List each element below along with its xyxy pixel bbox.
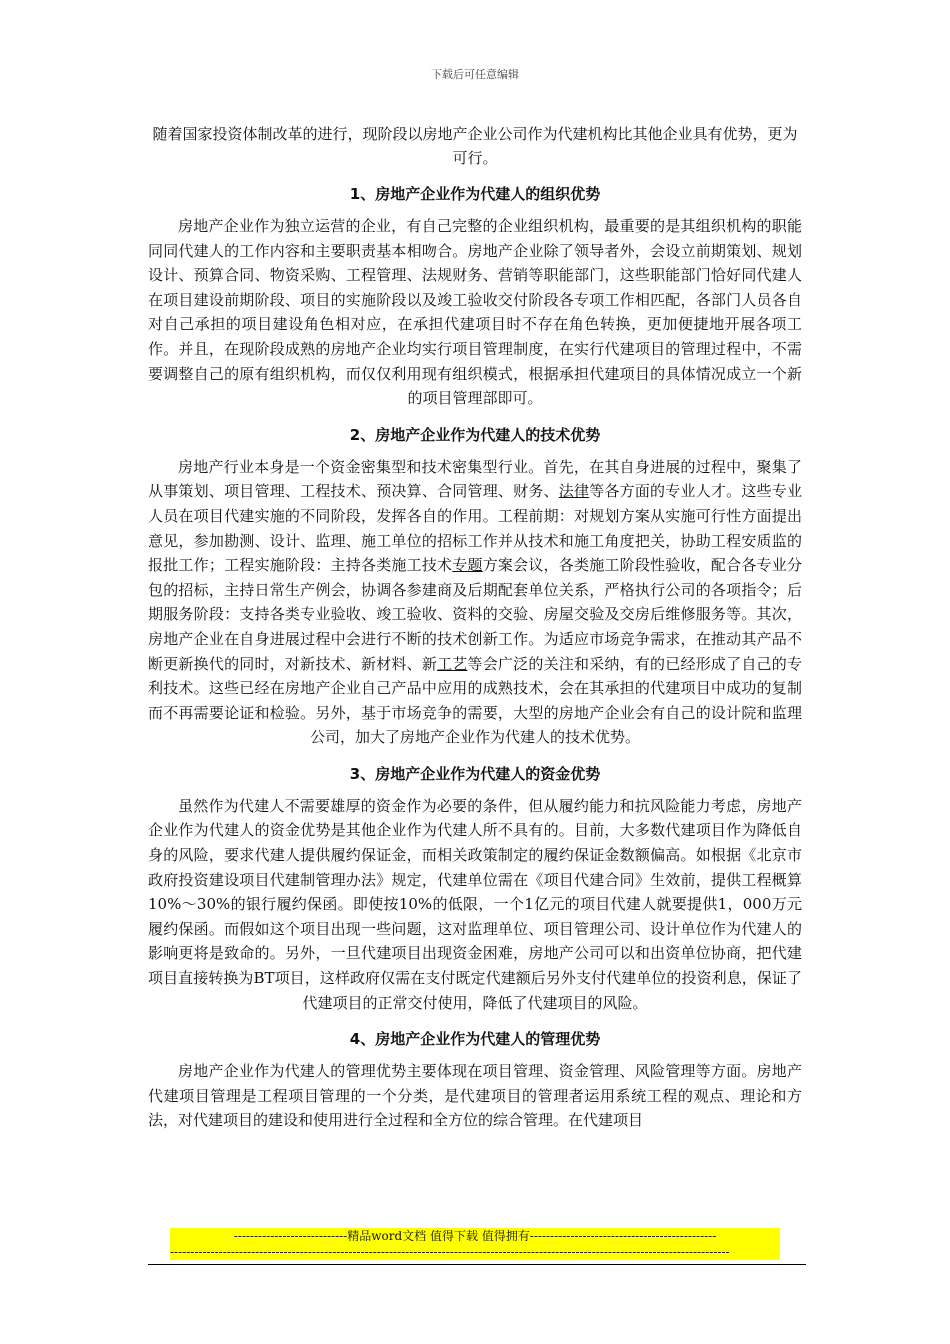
section-4-heading: 4、房地产企业作为代建人的管理优势 bbox=[349, 1030, 601, 1049]
topic-link[interactable]: 专题 bbox=[452, 556, 483, 575]
section-3-paragraph: 虽然作为代建人不需要雄厚的资金作为必要的条件，但从履约能力和抗风险能力考虑，房地产企业作为代建人的资金优势是其他企业作为代建人所不具有的。目前，大多数代建项目作为降低自身的风险，要求代建人提供履约保证金，而相关政策制定的履约保证金数额偏高。如根据《北京市政府投资建设项目代建制管理办法》规定，代建单位需在《项目代建合同》生效前，提供工程概算10%～30%的银行履约保函。即使按10%的低限，一个1亿元的项目代建人就要提供1，000万元履约保函。而假如这个项目出现一些问题，这对监理单位、项目管理公司、设计单位作为代建人的影响更将是致命的。另外，一旦代建项目出现资金困难，房地产公司可以和出资单位协商，把代建项目直接转换为BT项目，这样政府仅需在支付既定代建额后另外支付代建单位的投资利息，保证了代建项目的正常交付使用，降低了代建项目的风险。 bbox=[148, 796, 802, 1012]
section-4-paragraph: 房地产企业作为代建人的管理优势主要体现在项目管理、资金管理、风险管理等方面。房地产代建项目管理是工程项目管理的一个分类，是代建项目的管理者运用系统工程的观点、理论和方法，对代建项目的建设和使用进行全过程和全方位的综合管理。在代建项目 bbox=[148, 1062, 802, 1130]
document-body bbox=[148, 122, 802, 1133]
law-link[interactable]: 法律 bbox=[558, 482, 590, 501]
section-2-heading: 2、房地产企业作为代建人的技术优势 bbox=[349, 425, 601, 444]
section-3-heading: 3、房地产企业作为代建人的资金优势 bbox=[349, 764, 601, 783]
section-2-text-b: 等各方面的专业人才。这些专业人员在项目代建实施的不同阶段，发挥各自的作用。工程前期：对规划方案从实施可行性方面提出意见，参加勘测、设计、监理、施工单位的招标工作并从技术和施工角度把关，协助工程安质监的报批工作；工程实施阶段：主持各类施工技术 bbox=[148, 482, 802, 575]
section-2-paragraph bbox=[148, 455, 802, 750]
section-1-heading: 1、房地产企业作为代建人的组织优势 bbox=[349, 185, 601, 203]
craft-link[interactable]: 工艺 bbox=[437, 654, 468, 673]
footer-line-1: ----------------------------精品word文档 值得下载 值得拥有---------------------------------------------- bbox=[233, 1229, 717, 1243]
section-2-text-a: 房地产行业本身是一个资金密集型和技术密集型行业。首先，在其自身进展的过程中，聚集了从事策划、项目管理、工程技术、预决算、合同管理、财务、 bbox=[148, 457, 802, 501]
section-2-text-c: 方案会议，各类施工阶段性验收，配合各专业分包的招标，主持日常生产例会，协调各参建商及后期配套单位关系，严格执行公司的各项指令；后期服务阶段：支持各类专业验收、竣工验收、资料的交验、房屋交验及交房后维修服务等。其次，房地产企业在自身进展过程中会进行不断的技术创新工作。为适应市场竞争需求，在推动其产品不断更新换代的同时，对新技术、新材料、新 bbox=[148, 556, 802, 673]
footer-rule bbox=[148, 1264, 806, 1265]
page-header: 下载后可任意编辑 bbox=[431, 68, 519, 81]
section-2-text-d: 等会广泛的关注和采纳，有的已经形成了自己的专利技术。这些已经在房地产企业自己产品中应用的成熟技术，会在其承担的代建项目中成功的复制而不再需要论证和检验。另外，基于市场竞争的需要，大型的房地产企业会有自己的设计院和监理公司，加大了房地产企业作为代建人的技术优势。 bbox=[148, 654, 802, 747]
section-1-paragraph: 房地产企业作为独立运营的企业，有自己完整的企业组织机构，最重要的是其组织机构的职能同同代建人的工作内容和主要职责基本相吻合。房地产企业除了领导者外，会设立前期策划、规划设计、预算合同、物资采购、工程管理、法规财务、营销等职能部门，这些职能部门恰好同代建人在项目建设前期阶段、项目的实施阶段以及竣工验收交付阶段各专项工作相匹配，各部门人员各自对自己承担的项目建设角色相对应，在承担代建项目时不存在角色转换，更加便捷地开展各项工作。并且，在现阶段成熟的房地产企业均实行项目管理制度，在实行代建项目的管理过程中，不需要调整自己的原有组织机构，而仅仅利用现有组织模式，根据承担代建项目的具体情况成立一个新的项目管理部即可。 bbox=[148, 217, 802, 408]
footer-line-2: ------------------------------------------------------------------------------------------------------------------------------------------ bbox=[170, 1245, 730, 1259]
footer-banner bbox=[170, 1228, 780, 1260]
intro-paragraph: 随着国家投资体制改革的进行，现阶段以房地产企业公司作为代建机构比其他企业具有优势，更为可行。 bbox=[152, 125, 798, 167]
